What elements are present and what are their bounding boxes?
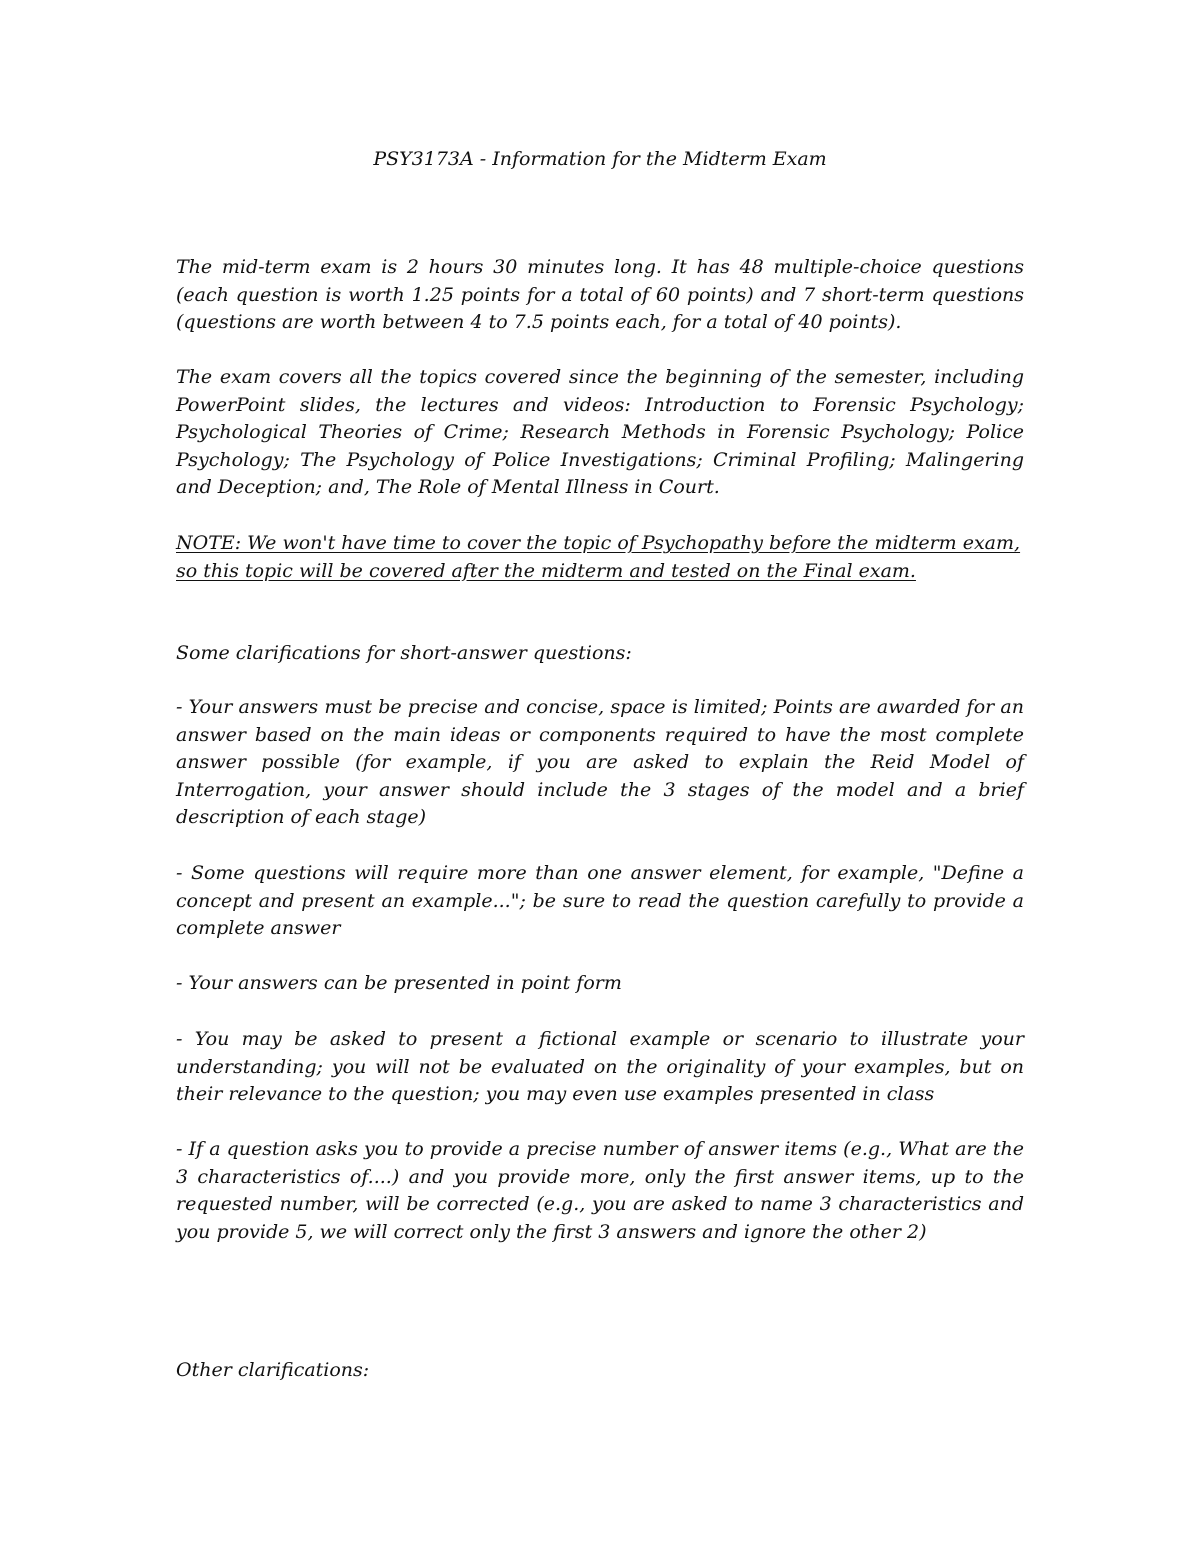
exam-format-paragraph: The mid-term exam is 2 hours 30 minutes long. It has 48 multiple-choice questions (each question is worth 1.25 points for a total of 60 points) and 7 short-term questions (questions are worth between 4 to 7.5 points each, for a total of 40 points). [176,256,1024,334]
clarification-item-multiple-elements: - Some questions will require more than one answer element, for example, "Define a concept and present an example..."; be sure to read the question carefully to provide a complete answer [176,862,1024,940]
clarification-item-answer-count: - If a question asks you to provide a precise number of answer items (e.g., What are the 3 characteristics of....) and you provide more, only the first answer items, up to the requested number, will be corrected (e.g., you are asked to name 3 characteristics and you provide 5, we will correct only the first 3 answers and ignore the other 2) [176,1138,1024,1243]
psychopathy-note: NOTE: We won't have time to cover the topic of Psychopathy before the midterm exam, so this topic will be covered after the midterm and tested on the Final exam. [176,532,1021,582]
clarification-item-fictional-example: - You may be asked to present a fictional example or scenario to illustrate your understanding; you will not be evaluated on the originality of your examples, but on their relevance to the question; you may even use examples presented in class [176,1028,1024,1106]
document-title: PSY3173A - Information for the Midterm Exam [373,148,827,170]
clarification-item-precise-answers: - Your answers must be precise and concise, space is limited; Points are awarded for an answer based on the main ideas or components required to have the most complete answer possible (for example, if you are asked to explain the Reid Model of Interrogation, your answer should include the 3 stages of the model and a brief description of each stage) [176,696,1024,829]
other-clarifications-heading: Other clarifications: [176,1359,370,1381]
exam-coverage-paragraph: The exam covers all the topics covered since the beginning of the semester, including PowerPoint slides, the lectures and videos: Introduction to Forensic Psychology; Psychological Theories of Crime; Research Methods in Forensic Psychology; Police Psychology; The Psychology of Police Investigations; Criminal Profiling; Malingering and Deception; and, The Role of Mental Illness in Court. [176,366,1024,499]
clarification-item-point-form: - Your answers can be presented in point form [176,972,622,994]
short-answer-heading: Some clarifications for short-answer questions: [176,642,632,664]
